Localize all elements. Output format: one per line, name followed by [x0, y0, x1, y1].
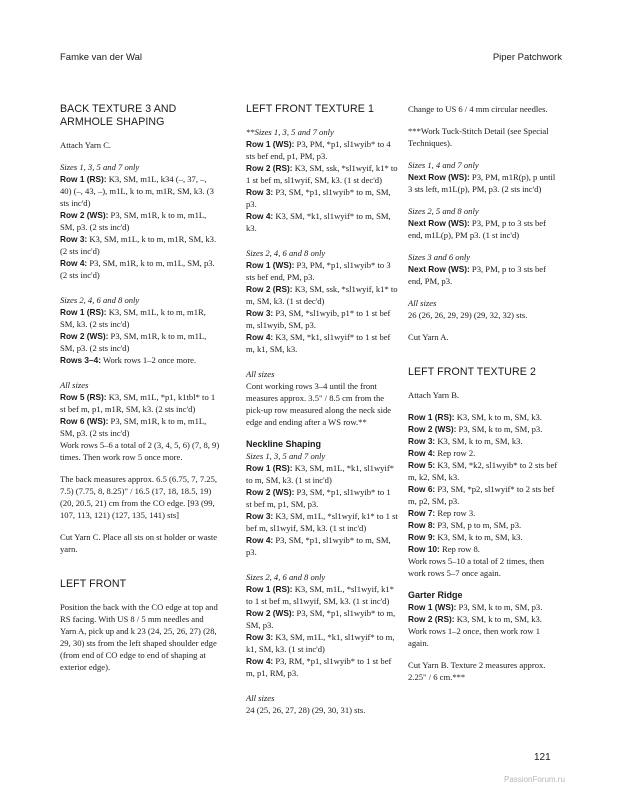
repeat-instruction: Work rows 5–10 a total of 2 times, then work rows 5–7 once again.: [408, 556, 545, 578]
section-heading-left-front-texture-2: LEFT FRONT TEXTURE 2: [408, 366, 536, 378]
row-label: Row 4:: [408, 448, 436, 458]
row-label: Row 1 (RS):: [60, 174, 107, 184]
row-text: K3, SM, k to m, SM, k3.: [435, 532, 523, 542]
attach-yarn-b: Attach Yarn B.: [408, 390, 460, 400]
row-text: P3, SM, *p1, sl1wyib* to m, SM, p3.: [246, 187, 391, 209]
row-text: P3, RM, *p1, sl1wyib* to 1 st bef m, p1, RM, p3.: [246, 656, 392, 678]
instruction-row: [408, 483, 560, 507]
row-label: Row 6 (WS):: [60, 416, 109, 426]
stitch-count: 24 (25, 26, 27, 28) (29, 30, 31) sts.: [246, 705, 366, 715]
instruction-row: [60, 330, 220, 354]
row-text: K3, SM, k to m, SM, k3.: [454, 614, 542, 624]
row-label: Row 1 (RS):: [246, 584, 293, 594]
row-text: Work rows 1–2 once more.: [101, 355, 197, 365]
row-label: Row 4:: [246, 332, 274, 342]
row-label: Next Row (WS):: [408, 172, 470, 182]
instruction-row: [408, 531, 560, 543]
row-label: Row 3:: [246, 511, 274, 521]
row-text: P3, SM, m1R, k to m, m1L, SM, p3. (2 sts inc'd): [60, 331, 207, 353]
measurement-note: The back measures approx. 6.5 (6.75, 7, 7.25, 7.5) (7.75, 8, 8.25)" / 16.5 (17, 18, 18.5, 19) (20, 20.5, 21) cm from the CO edge. [93 (99, 107, 113, 121) (127, 135, 141) sts]: [60, 474, 218, 520]
row-text: Rep row 3.: [435, 508, 476, 518]
row-text: Rep row 8.: [439, 544, 480, 554]
row-label: Row 3:: [246, 308, 274, 318]
row-text: P3, SM, *p2, sl1wyif* to 2 sts bef m, p2, SM, p3.: [408, 484, 555, 506]
row-text: P3, SM, k to m, SM, p3.: [456, 602, 543, 612]
sizes-heading: Sizes 1, 3, 5 and 7 only: [60, 162, 140, 172]
row-label: Rows 3–4:: [60, 355, 102, 365]
row-text: P3, SM, *p1, sl1wyib* to m, SM, p3.: [246, 535, 391, 557]
section-heading-back-texture-3: BACK TEXTURE 3 AND ARMHOLE SHAPING: [60, 103, 177, 128]
row-label: Row 2 (RS):: [408, 614, 455, 624]
row-text: Rep row 2.: [435, 448, 476, 458]
row-label: Next Row (WS):: [408, 218, 470, 228]
instruction-row: [60, 306, 220, 330]
row-text: K3, SM, *k2, sl1wyib* to 2 sts bef m, k2, SM, k3.: [408, 460, 558, 482]
instruction-row: [60, 233, 220, 257]
author-name: Famke van der Wal: [60, 52, 143, 63]
sizes-heading: Sizes 1, 4 and 7 only: [408, 160, 479, 170]
instruction-row: [408, 435, 560, 447]
instruction-row: [408, 447, 560, 459]
tuck-stitch-note: ***Work Tuck-Stitch Detail (see Special Techniques).: [408, 126, 549, 148]
needle-change-note: Change to US 6 / 4 mm circular needles.: [408, 104, 548, 114]
cut-yarn-note: Cut Yarn A.: [408, 332, 449, 342]
row-text: P3, PM, m1R(p), p until 3 sts left, m1L(p), PM, p3. (2 sts inc'd): [408, 172, 556, 194]
instruction-row: [60, 415, 220, 439]
instruction-row: [408, 507, 560, 519]
instruction-row: [246, 307, 398, 331]
watermark: PassionForum.ru: [504, 775, 565, 784]
section-heading-left-front: LEFT FRONT: [60, 578, 127, 590]
row-text: P3, SM, m1R, k to m, m1L, SM, p3. (2 sts inc'd): [60, 258, 215, 280]
pattern-title: Piper Patchwork: [492, 52, 562, 63]
row-text: P3, SM, *sl1wyib, p1* to 1 st bef m, sl1wyib, SM, p3.: [246, 308, 391, 330]
sizes-heading: All sizes: [408, 298, 437, 308]
instruction-row: [408, 459, 560, 483]
stitch-count: 26 (26, 26, 29, 29) (29, 32, 32) sts.: [408, 310, 528, 320]
row-label: Row 2 (WS):: [60, 331, 109, 341]
sizes-heading: **Sizes 1, 3, 5 and 7 only: [246, 127, 334, 137]
continue-instruction: Cont working rows 3–4 until the front measures approx. 3.5" / 8.5 cm from the pick-up row measured along the neck side edge and ending after a WS row.**: [246, 381, 392, 427]
instruction-row: [408, 217, 560, 241]
instruction-row: [60, 354, 220, 366]
row-text: K3, SM, m1L, *sl1wyif, k1* to 1 st bef m, sl1wyif, SM, k3. (1 st inc'd): [246, 511, 398, 533]
page-number: 121: [534, 752, 551, 763]
row-text: K3, SM, k to m, SM, k3.: [435, 436, 523, 446]
row-label: Row 6:: [408, 484, 436, 494]
row-label: Row 10:: [408, 544, 440, 554]
row-text: P3, SM, m1R, k to m, m1L, SM, p3. (2 sts inc'd): [60, 416, 207, 438]
row-text: P3, PM, *p1, sl1wyib* to 3 sts bef end, PM, p3.: [246, 260, 391, 282]
row-text: P3, PM, *p1, sl1wyib* to 4 sts bef end, p1, PM, p3.: [246, 139, 391, 161]
left-front-instructions: Position the back with the CO edge at top and RS facing. With US 8 / 5 mm needles and Yarn A, pick up and k 23 (24, 25, 26, 27) (28, 29, 30) sts from the left shaped shoulder edge (from end of CO edge to end of shaping at exterior edge).: [60, 602, 218, 672]
instruction-row: [246, 462, 398, 486]
row-label: Row 3:: [60, 234, 88, 244]
row-label: Row 4:: [246, 535, 274, 545]
row-text: P3, SM, p to m, SM, p3.: [435, 520, 522, 530]
repeat-instruction: Work rows 1–2 once, then work row 1 again.: [408, 626, 541, 648]
row-label: Row 1 (RS):: [246, 463, 293, 473]
instruction-row: [246, 655, 398, 679]
row-label: Row 3:: [246, 632, 274, 642]
instruction-row: [246, 583, 398, 607]
row-label: Row 2 (RS):: [246, 163, 293, 173]
neckline-shaping-heading: Neckline Shaping: [246, 439, 322, 449]
row-label: Row 2 (WS):: [60, 210, 109, 220]
sizes-heading: Sizes 1, 3, 5 and 7 only: [246, 451, 326, 461]
row-text: K3, SM, m1L, *p1, k1tbl* to 1 st bef m, p1, m1R, SM, k3. (2 sts inc'd): [60, 392, 216, 414]
instruction-row: [246, 607, 398, 631]
row-text: P3, PM, p to 3 sts bef end, PM, p3.: [408, 264, 546, 286]
row-text: K3, SM, m1L, k34 (–, 37, –, 40) (–, 43, –), m1L, k to m, m1R, SM, k3. (3 sts inc'd): [60, 174, 214, 208]
repeat-instruction: Work rows 5–6 a total of 2 (3, 4, 5, 6) (7, 8, 9) times. Then work row 5 once more.: [60, 440, 220, 462]
instruction-row: [408, 411, 560, 423]
column-2: [246, 103, 398, 716]
row-label: Row 3:: [246, 187, 274, 197]
instruction-row: [246, 486, 398, 510]
column-3: [408, 103, 560, 693]
row-text: K3, SM, ssk, *sl1wyif, k1* to 1 st bef m, sl1wyif, SM, k3. (1 st dec'd): [246, 163, 398, 185]
sizes-heading: Sizes 2, 4, 6 and 8 only: [246, 248, 326, 258]
sizes-heading: Sizes 2, 4, 6 and 8 only: [60, 295, 140, 305]
row-text: P3, SM, m1R, k to m, m1L, SM, p3. (2 sts inc'd): [60, 210, 207, 232]
row-label: Row 4:: [60, 258, 88, 268]
row-label: Row 5 (RS):: [60, 392, 107, 402]
instruction-row: [246, 534, 398, 558]
row-label: Row 2 (RS):: [246, 284, 293, 294]
instruction-row: [246, 631, 398, 655]
row-label: Row 7:: [408, 508, 436, 518]
row-label: Row 1 (RS):: [408, 412, 455, 422]
instruction-row: [408, 519, 560, 531]
instruction-row: [60, 257, 220, 281]
sizes-heading: All sizes: [246, 369, 275, 379]
row-label: Row 8:: [408, 520, 436, 530]
instruction-row: [408, 171, 560, 195]
page-header: [60, 52, 562, 66]
cut-yarn-note: Cut Yarn C. Place all sts on st holder or waste yarn.: [60, 532, 218, 554]
row-text: P3, SM, *p1, sl1wyib* to m, SM, p3.: [246, 608, 396, 630]
instruction-row: [408, 263, 560, 287]
final-measure-note: Cut Yarn B. Texture 2 measures approx. 2.25" / 6 cm.***: [408, 660, 546, 682]
row-text: K3, SM, *k1, sl1wyif* to 1 st bef m, k1, SM, k3.: [246, 332, 391, 354]
row-text: K3, SM, m1L, k to m, m1R, SM, k3. (2 sts inc'd): [60, 234, 217, 256]
row-text: K3, SM, m1L, *k1, sl1wyif* to m, SM, k3. (1 st inc'd): [246, 463, 395, 485]
row-text: P3, SM, *p1, sl1wyib* to 1 st bef m, p1, SM, p3.: [246, 487, 391, 509]
sizes-heading: All sizes: [246, 693, 275, 703]
row-text: K3, SM, m1L, k to m, m1R, SM, k3. (2 sts inc'd): [60, 307, 206, 329]
column-1: [60, 103, 220, 683]
row-text: K3, SM, *k1, sl1wyif* to m, SM, k3.: [246, 211, 391, 233]
row-label: Row 2 (WS):: [246, 487, 295, 497]
row-label: Row 1 (RS):: [60, 307, 107, 317]
instruction-row: [246, 259, 398, 283]
instruction-row: [408, 613, 560, 625]
sizes-heading: All sizes: [60, 380, 89, 390]
sizes-heading: Sizes 2, 4, 6 and 8 only: [246, 572, 326, 582]
instruction-row: [408, 543, 560, 555]
instruction-row: [246, 162, 398, 186]
row-label: Row 4:: [246, 656, 274, 666]
instruction-row: [246, 331, 398, 355]
instruction-row: [408, 423, 560, 435]
section-heading-left-front-texture-1: LEFT FRONT TEXTURE 1: [246, 103, 374, 115]
row-text: K3, SM, ssk, *sl1wyif, k1* to m, SM, k3. (1 st dec'd): [246, 284, 398, 306]
row-label: Row 1 (WS):: [408, 602, 457, 612]
instruction-row: [246, 138, 398, 162]
row-label: Row 9:: [408, 532, 436, 542]
row-text: K3, SM, m1L, *sl1wyif, k1* to 1 st bef m, sl1wyif, SM, k3. (1 st inc'd): [246, 584, 395, 606]
sizes-heading: Sizes 2, 5 and 8 only: [408, 206, 479, 216]
row-label: Row 2 (WS):: [246, 608, 295, 618]
instruction-row: [246, 210, 398, 234]
row-label: Row 3:: [408, 436, 436, 446]
row-text: P3, SM, k to m, SM, p3.: [456, 424, 543, 434]
row-label: Row 4:: [246, 211, 274, 221]
instruction-row: [60, 209, 220, 233]
row-label: Row 1 (WS):: [246, 260, 295, 270]
instruction-row: [246, 510, 398, 534]
attach-yarn-c: Attach Yarn C.: [60, 140, 112, 150]
row-label: Row 5:: [408, 460, 436, 470]
instruction-row: [246, 283, 398, 307]
instruction-row: [246, 186, 398, 210]
row-label: Row 1 (WS):: [246, 139, 295, 149]
instruction-row: [60, 173, 220, 209]
sizes-heading: Sizes 3 and 6 only: [408, 252, 471, 262]
row-label: Next Row (WS):: [408, 264, 470, 274]
instruction-row: [60, 391, 220, 415]
row-text: K3, SM, k to m, SM, k3.: [454, 412, 542, 422]
row-text: P3, PM, p to 3 sts bef end, m1L(p), PM p3. (1 st inc'd): [408, 218, 546, 240]
row-label: Row 2 (WS):: [408, 424, 457, 434]
garter-ridge-heading: Garter Ridge: [408, 590, 463, 600]
row-text: K3, SM, m1L, *k1, sl1wyif* to m, k1, SM, k3. (1 st inc'd): [246, 632, 395, 654]
instruction-row: [408, 601, 560, 613]
